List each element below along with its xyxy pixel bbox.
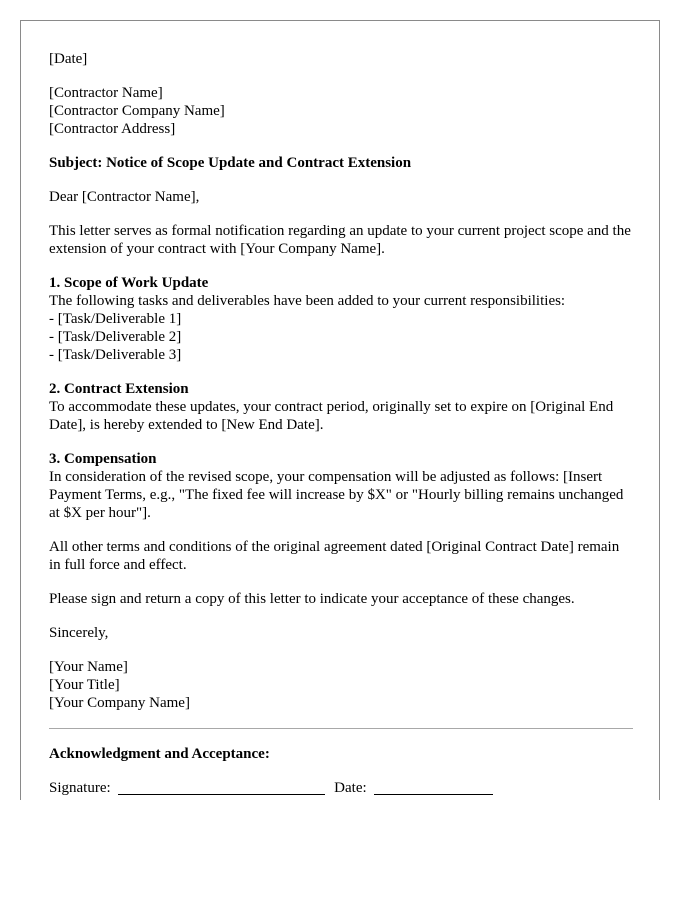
section-extension xyxy=(49,380,631,434)
section-heading: 1. Scope of Work Update xyxy=(49,275,209,291)
sender-block xyxy=(49,658,631,712)
recipient-company: [Contractor Company Name] xyxy=(49,103,225,119)
list-item: - [Task/Deliverable 1] xyxy=(49,311,182,327)
signature-row xyxy=(49,779,631,797)
recipient-name: [Contractor Name] xyxy=(49,85,163,101)
list-item: - [Task/Deliverable 3] xyxy=(49,347,182,363)
date-line: [Date] xyxy=(49,51,88,67)
date-field[interactable] xyxy=(374,780,493,795)
section-scope xyxy=(49,274,631,364)
list-item: - [Task/Deliverable 2] xyxy=(49,329,182,345)
section-heading: 2. Contract Extension xyxy=(49,381,189,397)
signature-label: Signature: xyxy=(49,780,111,796)
salutation: Dear [Contractor Name], xyxy=(49,189,200,205)
sender-company: [Your Company Name] xyxy=(49,695,190,711)
divider xyxy=(49,728,633,729)
sender-name: [Your Name] xyxy=(49,659,128,675)
sender-title: [Your Title] xyxy=(49,677,120,693)
terms-paragraph: All other terms and conditions of the original agreement dated [Original Contract Date] remain in full force and effect. xyxy=(49,539,620,573)
section-compensation xyxy=(49,450,631,522)
recipient-block xyxy=(49,84,631,138)
section-body: To accommodate these updates, your contract period, originally set to expire on [Original End Date], is hereby extended to [New End Date]. xyxy=(49,399,614,433)
request-paragraph: Please sign and return a copy of this letter to indicate your acceptance of these changes. xyxy=(49,591,575,607)
section-body: In consideration of the revised scope, your compensation will be adjusted as follows: [Insert Payment Terms, e.g., "The fixed fee will increase by $X" or "Hourly billing remains unchanged at $X per hour"]. xyxy=(49,469,624,521)
closing: Sincerely, xyxy=(49,625,109,641)
letter-page xyxy=(20,20,660,800)
subject-line: Subject: Notice of Scope Update and Contract Extension xyxy=(49,155,412,171)
signature-field[interactable] xyxy=(118,780,325,795)
section-heading: 3. Compensation xyxy=(49,451,157,467)
intro-paragraph: This letter serves as formal notification regarding an update to your current project scope and the extension of your contract with [Your Company Name]. xyxy=(49,223,631,257)
acknowledgment-heading: Acknowledgment and Acceptance: xyxy=(49,746,270,762)
date-label: Date: xyxy=(334,780,367,796)
section-body: The following tasks and deliverables have been added to your current responsibilities: xyxy=(49,293,566,309)
recipient-address: [Contractor Address] xyxy=(49,121,176,137)
